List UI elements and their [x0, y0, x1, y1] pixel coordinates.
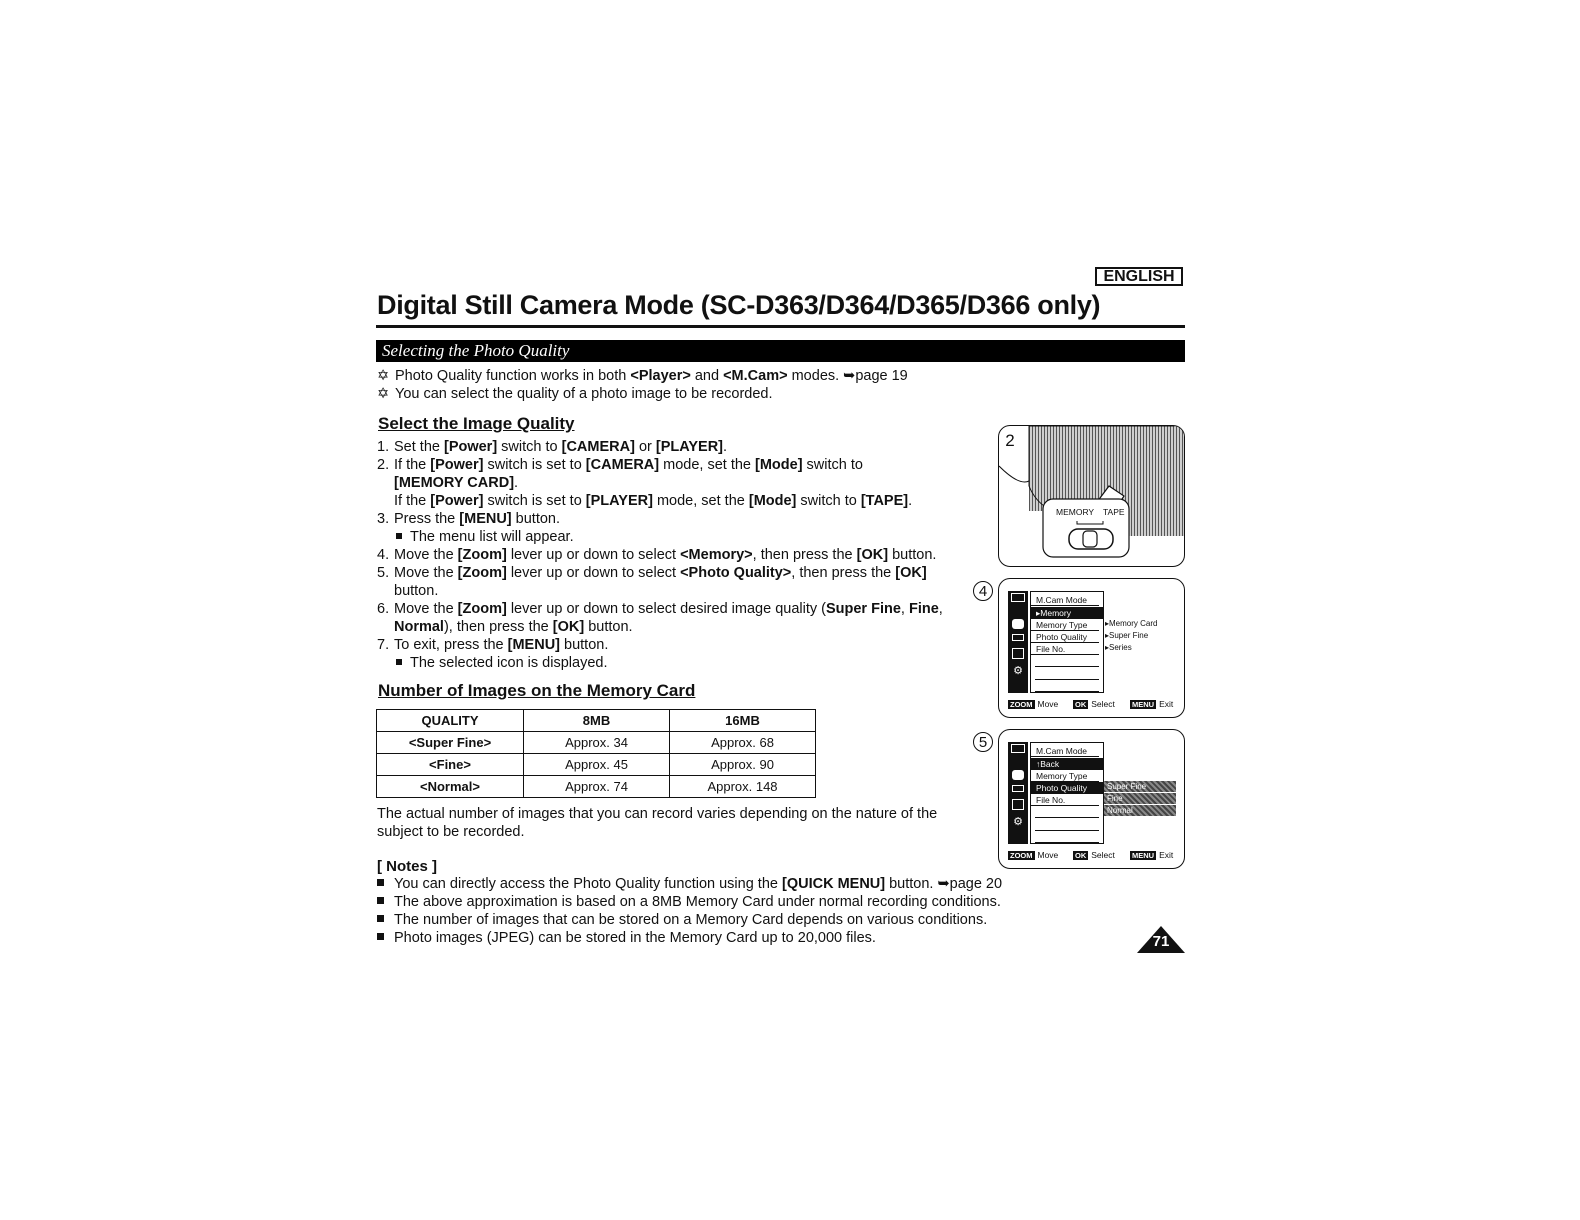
table-row	[377, 776, 816, 798]
setup-icon	[1012, 648, 1024, 659]
quality-option-fine: Fine	[1104, 793, 1176, 804]
menu-divider	[1035, 666, 1099, 667]
step-2-alt: If the [Power] switch is set to [PLAYER] mode, set the [Mode] switch to [TAPE].	[394, 493, 913, 509]
menu-divider	[1035, 817, 1099, 818]
figure-menu-step-4	[998, 578, 1185, 718]
intro-line-1: ✡ Photo Quality function works in both <Player> and <M.Cam> modes. ➥page 19	[377, 368, 908, 384]
section-header: Selecting the Photo Quality	[376, 340, 1185, 362]
menu-item-back: ↑Back	[1031, 758, 1103, 770]
table-row	[377, 754, 816, 776]
image-count-table	[376, 709, 816, 798]
step-2-cont: [MEMORY CARD].	[394, 475, 519, 491]
camera-icon	[1011, 744, 1025, 753]
subhead-number-of-images: Number of Images on the Memory Card	[378, 681, 696, 700]
memory-icon	[1012, 619, 1024, 629]
step-2: 2. If the [Power] switch is set to [CAMERA] mode, set the [Mode] switch to	[377, 457, 863, 473]
language-badge: ENGLISH	[1095, 267, 1183, 286]
clover-bullet-icon: ✡	[377, 368, 390, 384]
menu-divider	[1035, 830, 1099, 831]
note-item: The number of images that can be stored on a Memory Card depends on various conditions.	[377, 912, 987, 928]
step-3-sub: The menu list will appear.	[396, 528, 574, 546]
menu-exit-hint: MENU Exit	[1132, 699, 1174, 709]
table-cell: <Normal>	[377, 776, 524, 798]
camera-icon	[1011, 593, 1025, 602]
gear-icon: ⚙	[1013, 665, 1023, 677]
step-6: 6. Move the [Zoom] lever up or down to select desired image quality (Super Fine, Fine,	[377, 601, 943, 617]
memory-icon	[1012, 770, 1024, 780]
menu-key-icon: MENU	[1132, 700, 1155, 709]
step-6-cont: Normal), then press the [OK] button.	[394, 619, 633, 635]
table-cell: <Fine>	[377, 754, 524, 776]
page-number: 71	[1152, 933, 1170, 950]
menu-icon-column	[1008, 591, 1028, 693]
subhead-select-image-quality: Select the Image Quality	[378, 414, 575, 433]
menu-icon-column	[1008, 742, 1028, 844]
table-cell: Approx. 34	[524, 732, 670, 754]
step-7-sub: The selected icon is displayed.	[396, 654, 607, 672]
ok-key-icon: OK	[1075, 851, 1087, 860]
title-divider	[376, 325, 1185, 328]
menu-item: Photo Quality	[1031, 631, 1099, 643]
ok-key-icon: OK	[1075, 700, 1087, 709]
table-cell: Approx. 45	[524, 754, 670, 776]
zoom-move-hint: ZOOM Move	[1010, 850, 1059, 860]
square-bullet-icon	[377, 915, 384, 922]
ok-select-hint: OK Select	[1075, 699, 1115, 709]
menu-list	[1030, 742, 1104, 844]
step-5: 5. Move the [Zoom] lever up or down to select <Photo Quality>, then press the [OK]	[377, 565, 927, 581]
note-item: The above approximation is based on a 8MB Memory Card under normal recording conditions.	[377, 894, 1001, 910]
figure-mode-switch	[998, 425, 1185, 567]
step-1: 1. Set the [Power] switch to [CAMERA] or [PLAYER].	[377, 439, 728, 455]
square-bullet-icon	[396, 533, 402, 539]
menu-item: M.Cam Mode	[1031, 594, 1099, 606]
zoom-key-icon: ZOOM	[1010, 851, 1033, 860]
menu-divider	[1035, 691, 1099, 692]
zoom-key-icon: ZOOM	[1010, 700, 1033, 709]
switch-label-memory: MEMORY	[1056, 507, 1095, 517]
switch-label-tape: TAPE	[1103, 507, 1125, 517]
page-title: Digital Still Camera Mode (SC-D363/D364/D365/D366 only)	[377, 290, 1101, 320]
menu-option: ▸Memory Card	[1105, 619, 1158, 628]
intro-line-2: ✡ You can select the quality of a photo image to be recorded.	[377, 386, 773, 402]
camera-body-illustration	[999, 426, 1185, 567]
table-cell: Approx. 68	[670, 732, 816, 754]
step-3: 3. Press the [MENU] button.	[377, 511, 561, 527]
square-bullet-icon	[396, 659, 402, 665]
step-7: 7. To exit, press the [MENU] button.	[377, 637, 609, 653]
setup-icon	[1012, 799, 1024, 810]
menu-option: ▸Super Fine	[1105, 631, 1149, 640]
ok-select-hint: OK Select	[1075, 850, 1115, 860]
step-5-cont: button.	[394, 583, 439, 599]
step-4: 4. Move the [Zoom] lever up or down to select <Memory>, then press the [OK] button.	[377, 547, 937, 563]
table-cell: Approx. 90	[670, 754, 816, 776]
notes-heading: [ Notes ]	[377, 858, 437, 875]
menu-item-selected: Photo Quality	[1031, 782, 1103, 794]
menu-item: Memory Type	[1031, 619, 1099, 631]
quality-option-normal: Normal	[1104, 805, 1176, 816]
card-icon	[1012, 634, 1024, 641]
zoom-move-hint: ZOOM Move	[1010, 699, 1059, 709]
menu-divider	[1035, 679, 1099, 680]
menu-list	[1030, 591, 1104, 693]
figure-menu-step-5	[998, 729, 1185, 869]
step-4-marker: 4	[973, 581, 993, 601]
table-cell: Approx. 148	[670, 776, 816, 798]
table-cell: Approx. 74	[524, 776, 670, 798]
menu-option: ▸Series	[1105, 643, 1132, 652]
table-header-cell: 8MB	[524, 710, 670, 732]
menu-item: File No.	[1031, 794, 1099, 806]
note-item: Photo images (JPEG) can be stored in the Memory Card up to 20,000 files.	[377, 930, 876, 946]
note-item: You can directly access the Photo Quality function using the [QUICK MENU] button. ➥page 20	[377, 876, 1002, 892]
menu-key-icon: MENU	[1132, 851, 1155, 860]
table-header-cell: QUALITY	[377, 710, 524, 732]
square-bullet-icon	[377, 879, 384, 886]
clover-bullet-icon: ✡	[377, 386, 390, 402]
menu-item: File No.	[1031, 643, 1099, 655]
figure-number: 2	[1001, 430, 1019, 452]
table-row	[377, 732, 816, 754]
square-bullet-icon	[377, 933, 384, 940]
quality-option-super-fine: Super Fine	[1104, 781, 1176, 792]
table-cell: <Super Fine>	[377, 732, 524, 754]
menu-item: Memory Type	[1031, 770, 1099, 782]
step-5-marker: 5	[973, 732, 993, 752]
menu-item: M.Cam Mode	[1031, 745, 1099, 757]
table-header-cell: 16MB	[670, 710, 816, 732]
card-icon	[1012, 785, 1024, 792]
table-header-row	[377, 710, 816, 732]
table-footnote: The actual number of images that you can record varies depending on the nature of the subject to be recorded.	[377, 806, 938, 840]
menu-divider	[1035, 842, 1099, 843]
gear-icon: ⚙	[1013, 816, 1023, 828]
square-bullet-icon	[377, 897, 384, 904]
menu-item-selected: ▸Memory	[1031, 607, 1103, 619]
menu-exit-hint: MENU Exit	[1132, 850, 1174, 860]
